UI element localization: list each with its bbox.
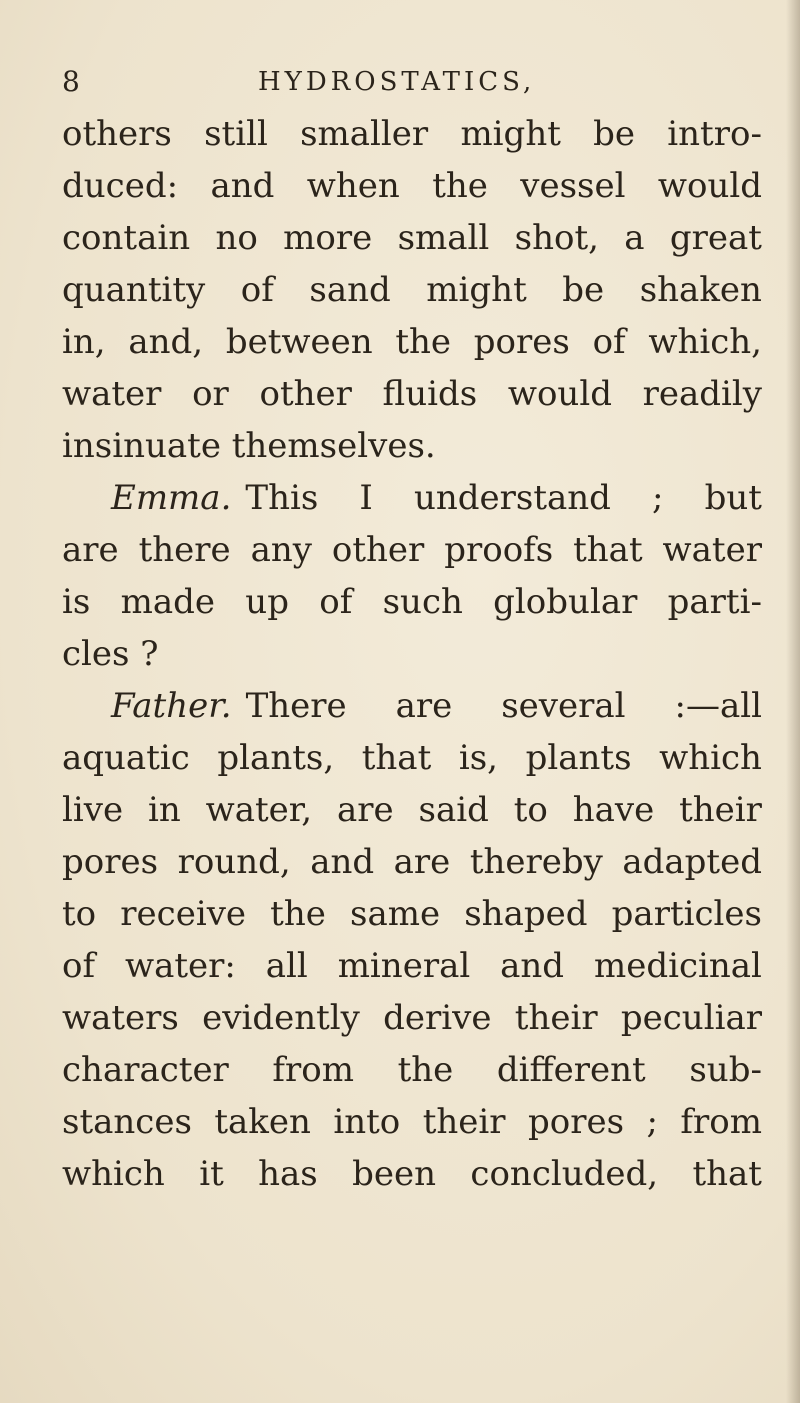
word: said — [418, 790, 489, 830]
text-line — [62, 368, 762, 420]
word: their — [514, 998, 598, 1038]
word: contain — [62, 218, 191, 258]
word: all — [265, 946, 308, 986]
word: taken — [214, 1102, 311, 1142]
text-line — [62, 1044, 762, 1096]
word: their — [679, 790, 762, 830]
running-head: HYDROSTATICS, — [258, 67, 536, 97]
word: from — [272, 1050, 354, 1090]
word: might — [460, 114, 561, 154]
word: round, — [177, 842, 291, 882]
word: aquatic — [62, 738, 190, 778]
word: it — [199, 1154, 224, 1194]
word: fluids — [382, 374, 478, 414]
word: vessel — [520, 166, 626, 206]
word: sand — [309, 270, 391, 310]
word: globular — [493, 582, 638, 622]
text-line — [62, 108, 762, 160]
text-line — [62, 524, 762, 576]
word: between — [225, 322, 373, 362]
text-line — [62, 1148, 762, 1200]
text-line — [62, 732, 762, 784]
word: other — [259, 374, 352, 414]
word: water: — [124, 946, 236, 986]
word: pores — [527, 1102, 625, 1142]
word: readily — [642, 374, 762, 414]
text-line — [62, 316, 762, 368]
word: concluded, — [470, 1154, 659, 1194]
word: are — [62, 530, 119, 570]
word: have — [572, 790, 655, 830]
word: and — [210, 166, 275, 206]
word: and, — [128, 322, 204, 362]
word: is — [62, 582, 91, 622]
text-line — [62, 212, 762, 264]
word: that — [573, 530, 643, 570]
word: parti- — [667, 582, 762, 622]
word: the — [432, 166, 488, 206]
text-line — [62, 1096, 762, 1148]
word: thereby — [469, 842, 603, 882]
text-line — [62, 160, 762, 212]
word: be — [562, 270, 605, 310]
word: smaller — [300, 114, 429, 154]
word: derive — [383, 998, 492, 1038]
word: the — [270, 894, 326, 934]
word: more — [283, 218, 373, 258]
word: shaken — [639, 270, 762, 310]
word: a — [624, 218, 645, 258]
text-line-speaker — [62, 680, 762, 732]
word: from — [680, 1102, 762, 1142]
word: and — [500, 946, 565, 986]
word: shot, — [514, 218, 599, 258]
word: to — [62, 894, 97, 934]
word: :—all — [674, 686, 762, 726]
word: great — [669, 218, 762, 258]
word: are — [336, 790, 394, 830]
word: sub- — [689, 1050, 762, 1090]
text-line — [62, 784, 762, 836]
word: mineral — [337, 946, 471, 986]
word: live — [62, 790, 124, 830]
word: but — [704, 478, 762, 518]
word: of — [240, 270, 274, 310]
text-line: insinuate themselves. — [62, 426, 436, 466]
word: I — [359, 478, 373, 518]
word: into — [333, 1102, 401, 1142]
word: no — [215, 218, 258, 258]
word: plants — [525, 738, 632, 778]
word: different — [496, 1050, 646, 1090]
speaker-emma: Emma. — [111, 478, 232, 518]
word: is, — [458, 738, 498, 778]
text-line-speaker — [62, 472, 762, 524]
word: small — [397, 218, 490, 258]
page-number: 8 — [62, 65, 80, 98]
word: water, — [205, 790, 313, 830]
word: other — [331, 530, 425, 570]
word: would — [507, 374, 612, 414]
word: particles — [611, 894, 762, 934]
word: pores — [62, 842, 159, 882]
word: up — [245, 582, 289, 622]
word: ; — [646, 1102, 658, 1142]
text-line — [62, 264, 762, 316]
word: which — [659, 738, 762, 778]
word: that — [692, 1154, 762, 1194]
word: ; — [652, 478, 664, 518]
word: several — [501, 686, 626, 726]
word: made — [120, 582, 216, 622]
word: stances — [62, 1102, 192, 1142]
word: same — [350, 894, 441, 934]
word: peculiar — [620, 998, 762, 1038]
word: the — [397, 1050, 454, 1090]
text-line — [62, 836, 762, 888]
word: quantity — [62, 270, 206, 310]
word: might — [426, 270, 527, 310]
word: and — [310, 842, 375, 882]
word: be — [593, 114, 636, 154]
word: their — [422, 1102, 506, 1142]
word: such — [382, 582, 463, 622]
word: are — [395, 686, 453, 726]
word: any — [250, 530, 312, 570]
text-line — [62, 576, 762, 628]
word: the — [395, 322, 452, 362]
word: in — [147, 790, 181, 830]
word: to — [513, 790, 548, 830]
word: pores — [473, 322, 570, 362]
word: receive — [120, 894, 247, 934]
word: has — [258, 1154, 318, 1194]
word: understand — [413, 478, 611, 518]
word: of — [592, 322, 626, 362]
text-line: cles ? — [62, 634, 159, 674]
word: that — [361, 738, 432, 778]
word: others — [62, 114, 172, 154]
word: there — [138, 530, 231, 570]
page-edge-shadow — [786, 0, 800, 1403]
word: water — [662, 530, 762, 570]
text-line — [62, 888, 762, 940]
word: This — [245, 478, 319, 518]
word: water — [62, 374, 162, 414]
body-text — [62, 108, 762, 1200]
word: of — [62, 946, 96, 986]
word: adapted — [622, 842, 762, 882]
word: are — [393, 842, 451, 882]
word: medicinal — [593, 946, 762, 986]
page-header — [62, 62, 762, 102]
word: would — [657, 166, 762, 206]
word: character — [62, 1050, 229, 1090]
word: plants, — [217, 738, 335, 778]
text-line — [62, 940, 762, 992]
text-line — [62, 992, 762, 1044]
word: proofs — [444, 530, 554, 570]
word: in, — [62, 322, 106, 362]
word: shaped — [464, 894, 588, 934]
word: intro- — [667, 114, 762, 154]
word: which — [62, 1154, 165, 1194]
word: waters — [62, 998, 179, 1038]
word: which, — [648, 322, 762, 362]
word: duced: — [62, 166, 179, 206]
word: of — [319, 582, 353, 622]
word: still — [204, 114, 268, 154]
word: or — [192, 374, 229, 414]
speaker-father: Father. — [111, 686, 232, 726]
word: There — [245, 686, 347, 726]
word: been — [352, 1154, 437, 1194]
word: when — [306, 166, 400, 206]
word: evidently — [202, 998, 360, 1038]
